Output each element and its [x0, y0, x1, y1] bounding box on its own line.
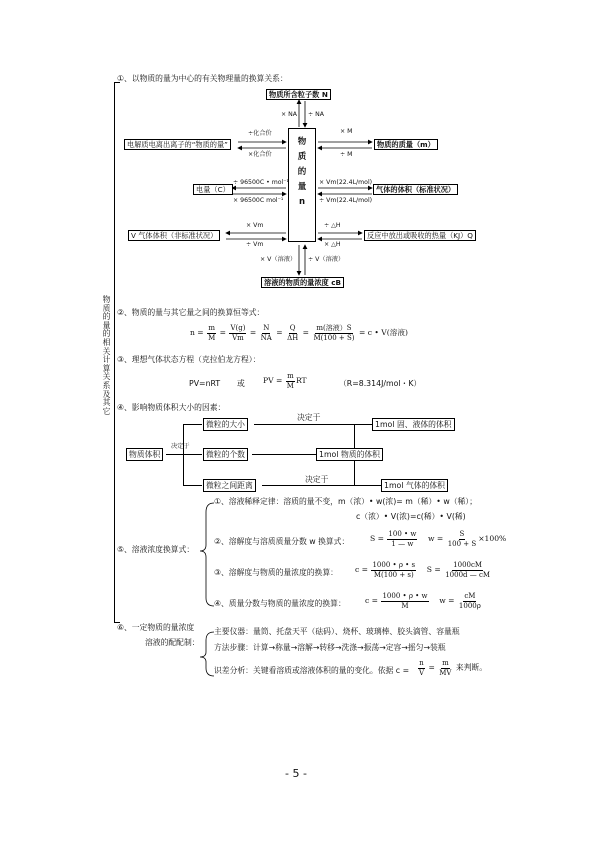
center-char-5: n: [298, 197, 306, 207]
label-div-M: ÷ M: [340, 151, 353, 158]
dilution-law: ①、溶液稀释定律：溶质的量不变，m（浓）• w(浓)= m（稀）• w（稀）；: [214, 497, 477, 506]
label-times-V: × V（溶液）: [260, 256, 297, 263]
e-num1: n: [419, 659, 424, 667]
label-times-F: × 96500C mol⁻¹: [233, 197, 284, 204]
massfrac-molarity-formula: [365, 592, 483, 610]
label-times-Vm2: × Vm: [246, 222, 264, 229]
pv-num: m: [287, 372, 294, 380]
box-concentration: 溶液的物质的量浓度 cB: [261, 277, 344, 288]
label-div-NA: ÷ NA: [308, 111, 325, 118]
page-number: - 5 -: [285, 767, 307, 780]
label-div-dH: ÷ △H: [324, 222, 341, 229]
dilution-law-2: c（浓）• V(浓)=c(稀）• V(稀): [356, 512, 466, 521]
factor-distance: 微粒之间距离: [203, 479, 256, 492]
c2-eq: c =: [365, 596, 379, 605]
decides-label-top: 决定于: [297, 413, 321, 422]
solubility-formula: [370, 530, 506, 548]
e-den2: MV: [439, 668, 452, 677]
c-den: M(100 + s): [373, 570, 414, 579]
label-times-dH: × △H: [324, 241, 341, 248]
e-num2: m: [442, 659, 449, 667]
result-any: 1mol 物质的体积: [316, 448, 383, 461]
center-char-2: 质: [297, 152, 307, 162]
s-eq: S =: [370, 534, 384, 543]
s-num: 100 • w: [388, 530, 417, 538]
w-num: S: [459, 530, 465, 538]
c-num: 1000 • ρ • s: [372, 561, 416, 569]
label-times-NA: × NA: [281, 111, 298, 118]
center-char-1: 物: [297, 137, 307, 147]
pv-den: M: [286, 381, 294, 390]
s2-num: 1000cM: [453, 561, 483, 569]
box-heat: 反应中放出或吸收的热量（KJ）Q: [364, 230, 476, 241]
box-gas-nonstd: V 气体体积（非标准状况）: [128, 230, 220, 241]
solubility-molarity: ③、溶解度与物质的量浓度的换算：: [214, 568, 338, 577]
identity-tail: = c • V(溶液): [358, 328, 408, 337]
error-tail: 来判断。: [455, 663, 488, 672]
label-times-valence: ×化合价: [248, 151, 272, 158]
w-den: 100 + S: [447, 539, 477, 548]
box-mass: 物质的质量（m）: [374, 139, 438, 150]
error-analysis: 识差分析：关键看溶质或溶液体积的量的变化。依据 c =: [214, 666, 410, 675]
procedure: 方法步骤：计算→称量→溶解→转移→洗涤→振荡→定容→摇匀→装瓶: [214, 643, 446, 652]
section-1-title: ①、以物质的量为中心的有关物理量的换算关系：: [117, 74, 288, 83]
box-volume: 物质体积: [126, 448, 163, 461]
label-div-F: ÷ 96500C • mol⁻¹: [233, 179, 290, 186]
section-2-title: ②、物质的量与其它量之间的换算恒等式：: [117, 308, 265, 317]
f2-num: V(g): [230, 324, 246, 332]
box-ion-amount: 电解质电离出离子的“物质的量”: [124, 139, 231, 150]
factor-size: 微粒的大小: [203, 418, 248, 431]
w-eq: w =: [428, 534, 444, 543]
identity-formula: n = $\frac{m}{M}$ = $\frac{V(g)}{Vm}$ = $\frac{N}{NA}$ = $\frac{Q}{\Delta H}$ = $\frac{\text{m(溶液）S}}{M(100 + S)}$ = c • V(溶液): [190, 324, 408, 342]
s-den: 1 — w: [391, 539, 414, 548]
f3-num: N: [263, 324, 270, 332]
r-constant: （R=8.314J/mol・K）: [339, 379, 422, 388]
c2-num: 1000 • ρ • w: [382, 592, 428, 600]
w2-eq: w =: [439, 596, 455, 605]
box-gas-std: 气体的体积（标准状况）: [373, 184, 458, 195]
label-times-Vm: × Vm(22.4L/mol): [319, 179, 373, 186]
f5-den: M(100 + S): [313, 333, 355, 342]
instruments: 主要仪器：量筒、托盘天平（砝码）、烧杯、玻璃棒、胶头滴管、容量瓶: [214, 627, 460, 636]
f3-den: NA: [260, 333, 272, 342]
decides-label-bottom: 决定于: [305, 475, 329, 484]
c-eq: c =: [355, 565, 369, 574]
w2-den: 1000ρ: [458, 601, 481, 610]
or-text: 或: [237, 379, 245, 388]
center-char-3: 的: [297, 167, 307, 177]
section-4-title: ④、影响物质体积大小的因素：: [117, 403, 226, 412]
factor-count: 微粒的个数: [203, 448, 248, 461]
pv-left: PV =: [263, 376, 283, 385]
f5-num: m(溶液）S: [316, 324, 352, 332]
center-char-4: 量: [297, 182, 307, 192]
massfrac-molarity: ④、质量分数与物质的量浓度的换算：: [214, 599, 346, 608]
f4-num: Q: [289, 324, 296, 332]
f2-den: Vm: [232, 333, 244, 342]
box-particle-number: 物质所含粒子数 N: [266, 89, 331, 100]
section-6-title-2: 溶液的配配制：: [145, 638, 200, 647]
label-div-Vm2: ÷ Vm: [246, 241, 264, 248]
pv-right: RT: [295, 376, 307, 385]
section-5-title: ⑤、溶液浓度换算式：: [117, 545, 195, 554]
label-times-M: × M: [340, 128, 353, 135]
w-tail: ×100%: [478, 534, 507, 543]
w2-num: cM: [464, 592, 476, 600]
side-title: 物质的量的相关计算关系及其它: [102, 295, 111, 416]
section-6-title: ⑥、一定物质的量浓度: [117, 623, 195, 632]
label-div-Vm: ÷ Vm(22.4L/mol): [319, 197, 373, 204]
s2-den: 1000d — cM: [445, 570, 491, 579]
solubility-mass-frac: ②、溶解度与溶质质量分数 w 换算式：: [214, 537, 350, 546]
pv-nrt: PV=nRT: [189, 379, 221, 388]
e-den1: V: [419, 668, 425, 677]
result-gas: 1mol 气体的体积: [381, 479, 448, 492]
f4-den: ΔH: [287, 333, 299, 342]
result-solid-liquid: 1mol 固、液体的体积: [372, 418, 455, 431]
section-3-title: ③、理想气体状态方程（克拉伯龙方程）：: [117, 355, 261, 364]
c2-den: M: [401, 601, 409, 610]
label-div-V: ÷ V（溶液）: [308, 256, 345, 263]
n-equals: n =: [190, 328, 204, 337]
error-formula: $\frac{n}{V}$ = $\frac{m}{MV}$ 来判断。: [419, 659, 488, 677]
box-charge: 电量（C）: [193, 184, 233, 195]
decides-label-main: 决定于: [171, 443, 190, 450]
solubility-molarity-formula: [355, 561, 492, 579]
f1-num: m: [208, 324, 215, 332]
f1-den: M: [208, 333, 216, 342]
label-div-valence: ÷化合价: [248, 130, 272, 137]
s2-eq: S =: [426, 565, 441, 574]
